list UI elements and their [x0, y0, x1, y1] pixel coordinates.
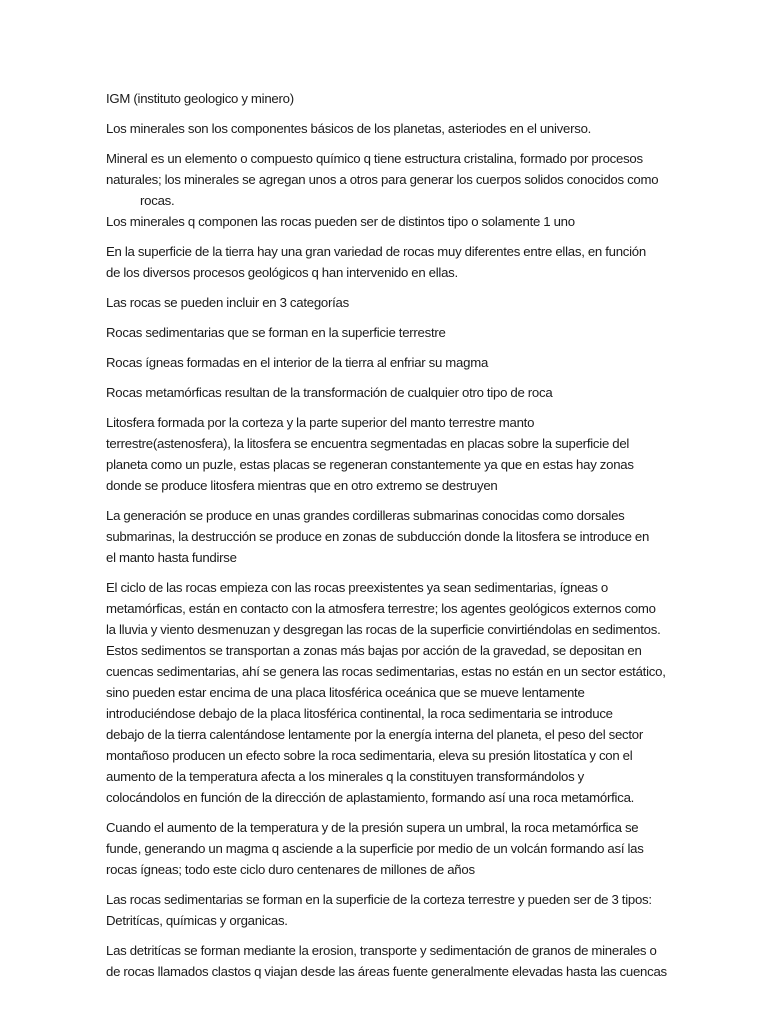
text-line: En la superficie de la tierra hay una gran variedad de rocas muy diferentes entre ellas, en función [106, 244, 646, 259]
text-line: metamórficas, están en contacto con la atmosfera terrestre; los agentes geológicos externos como [106, 601, 656, 616]
text-line: Rocas sedimentarias que se forman en la superficie terrestre [106, 325, 446, 340]
text-line: Estos sedimentos se transportan a zonas más bajas por acción de la gravedad, se depositan en [106, 643, 642, 658]
paragraph [106, 505, 666, 568]
text-line: La generación se produce en unas grandes cordilleras submarinas conocidas como dorsales [106, 508, 625, 523]
paragraph [106, 352, 666, 373]
text-line: donde se produce litosfera mientras que en otro extremo se destruyen [106, 478, 498, 493]
text-line: la lluvia y viento desmenuzan y desgregan las rocas de la superficie convirtiéndolas en sedimentos. [106, 622, 661, 637]
paragraph [106, 817, 666, 880]
text-line: Rocas ígneas formadas en el interior de la tierra al enfriar su magma [106, 355, 489, 370]
text-line: Detritícas, químicas y organicas. [106, 913, 288, 928]
text-line: Los minerales son los componentes básicos de los planetas, asteriodes en el universo. [106, 121, 592, 136]
document-title [106, 88, 666, 109]
text-line: de rocas llamados clastos q viajan desde las áreas fuente generalmente elevadas hasta las cuencas [106, 964, 667, 979]
paragraph [106, 118, 666, 139]
paragraph [106, 241, 666, 283]
text-line: El ciclo de las rocas empieza con las rocas preexistentes ya sean sedimentarias, ígneas o [106, 580, 608, 595]
paragraph [106, 382, 666, 403]
text-line: submarinas, la destrucción se produce en zonas de subducción donde la litosfera se introduce en [106, 529, 650, 544]
text-line: Mineral es un elemento o compuesto químico q tiene estructura cristalina, formado por procesos [106, 151, 643, 166]
text-line: funde, generando un magma q asciende a la superficie por medio de un volcán formando así las [106, 841, 644, 856]
paragraph [106, 940, 666, 982]
paragraph [106, 412, 666, 496]
text-line: el manto hasta fundirse [106, 550, 237, 565]
paragraph [106, 577, 666, 808]
text-line: sino pueden estar encima de una placa litosférica oceánica que se mueve lentamente [106, 685, 585, 700]
text-line: planeta como un puzle, estas placas se regeneran constantemente ya que en estas hay zonas [106, 457, 634, 472]
document-page [106, 88, 666, 991]
text-line: Rocas metamórficas resultan de la transformación de cualquier otro tipo de roca [106, 385, 553, 400]
text-line: Los minerales q componen las rocas pueden ser de distintos tipo o solamente 1 uno [106, 214, 575, 229]
text-line: naturales; los minerales se agregan unos a otros para generar los cuerpos solidos conocidos como [106, 172, 659, 187]
text-line: Las rocas se pueden incluir en 3 categorías [106, 295, 349, 310]
text-line: Las detritícas se forman mediante la erosion, transporte y sedimentación de granos de minerales o [106, 943, 657, 958]
text-line: rocas. [140, 193, 175, 208]
paragraph [106, 889, 666, 931]
text-line: montañoso producen un efecto sobre la roca sedimentaria, eleva su presión litostatíca y con el [106, 748, 633, 763]
text-line: colocándolos en función de la dirección de aplastamiento, formando así una roca metamórfica. [106, 790, 635, 805]
paragraph [106, 322, 666, 343]
text-line: introduciéndose debajo de la placa litosférica continental, la roca sedimentaria se introduce [106, 706, 613, 721]
text-line: rocas ígneas; todo este ciclo duro centenares de millones de años [106, 862, 475, 877]
text-line: Cuando el aumento de la temperatura y de la presión supera un umbral, la roca metamórfica se [106, 820, 639, 835]
paragraph [106, 148, 666, 232]
text-line: de los diversos procesos geológicos q han intervenido en ellas. [106, 265, 458, 280]
text-line: Litosfera formada por la corteza y la parte superior del manto terrestre manto [106, 415, 535, 430]
text-line: cuencas sedimentarias, ahí se genera las rocas sedimentarias, estas no están en un sector estático, [106, 664, 666, 679]
text-line: Las rocas sedimentarias se forman en la superficie de la corteza terrestre y pueden ser de 3 tipos: [106, 892, 652, 907]
text-line: terrestre(astenosfera), la litosfera se encuentra segmentadas en placas sobre la superficie del [106, 436, 630, 451]
paragraph [106, 292, 666, 313]
text-line: debajo de la tierra calentándose lentamente por la energía interna del planeta, el peso del sector [106, 727, 644, 742]
text-line: IGM (instituto geologico y minero) [106, 91, 294, 106]
text-line: aumento de la temperatura afecta a los minerales q la constituyen transformándolos y [106, 769, 584, 784]
